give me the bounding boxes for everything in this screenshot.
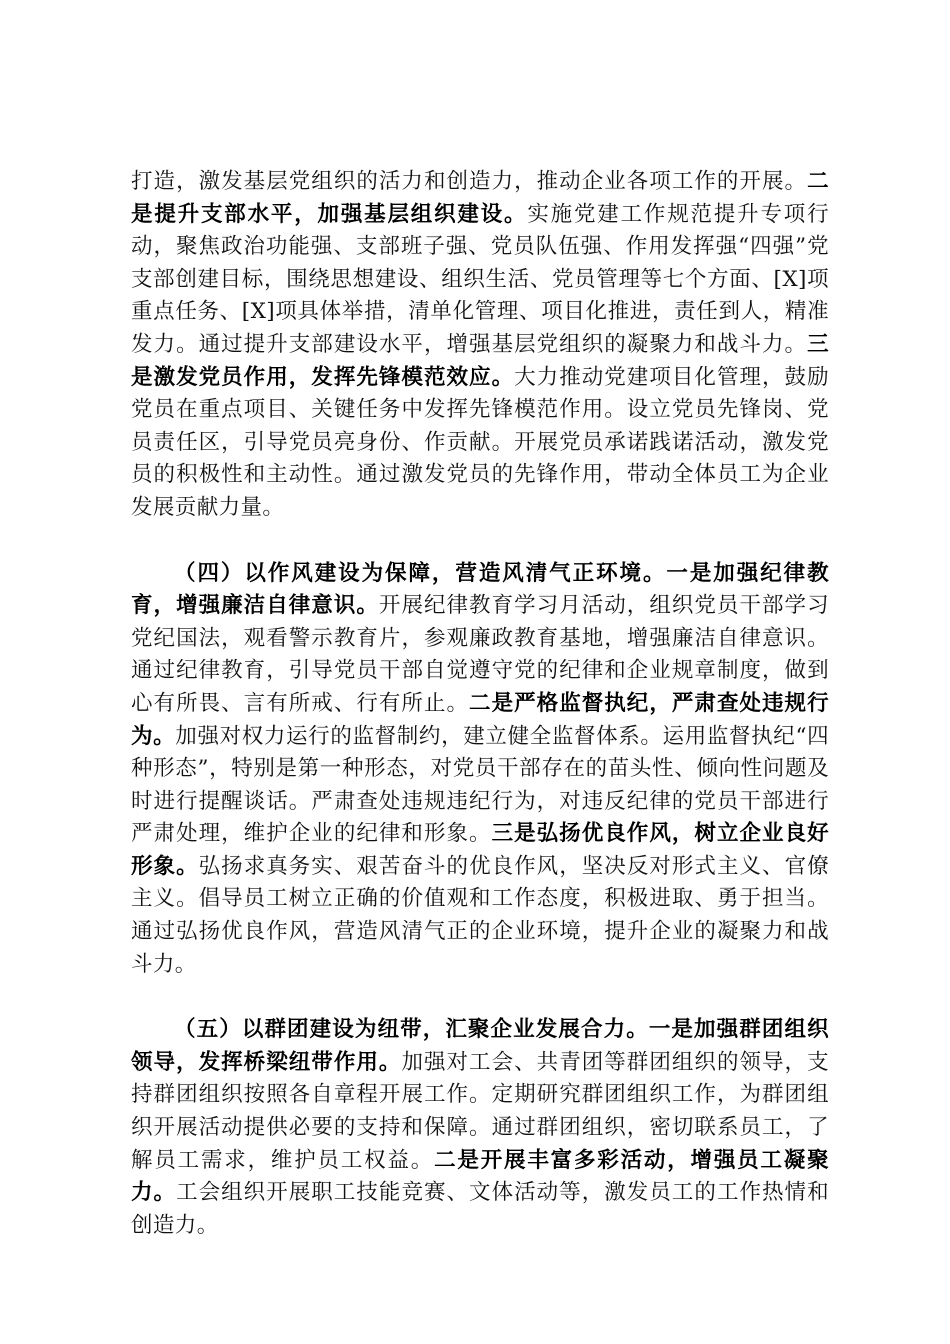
text-run: 工会组织开展职工技能竞赛、文体活动等，激发员工的工作热情和创造力。 xyxy=(131,1180,829,1238)
paragraph-section-four-work-style xyxy=(131,558,829,982)
text-run: 加强对权力运行的监督制约，建立健全监督体系。运用监督执纪“四种形态”，特别是第一种形态，对党员干部存在的苗头性、倾向性问题及时进行提醒谈话。严肃查处违规违纪行为，对违反纪律的党员干部进行严肃处理，维护企业的纪律和形象。 xyxy=(131,723,829,847)
bold-heading-run: 二是开展丰富多彩活动，增强员工凝聚力。 xyxy=(131,1147,829,1206)
paragraph-party-branch-building xyxy=(131,166,829,525)
document-page xyxy=(131,166,829,1242)
section-heading-run: （四）以作风建设为保障，营造风清气正环境。一是加强纪律教育，增强廉洁自律意识。 xyxy=(131,560,829,619)
text-run: 开展纪律教育学习月活动，组织党员干部学习党纪国法，观看警示教育片，参观廉政教育基地，增强廉洁自律意识。通过纪律教育，引导党员干部自觉遵守党的纪律和企业规章制度，做到心有所畏、言有所戒、行有所止。 xyxy=(131,593,829,716)
bold-heading-run: 二是严格监督执纪，严肃查处违规行为。 xyxy=(131,690,829,749)
bold-heading-run: 三是激发党员作用，发挥先锋模范效应。 xyxy=(131,331,829,390)
text-run: 大力推动党建项目化管理，鼓励党员在重点项目、关键任务中发挥先锋模范作用。设立党员先锋岗、党员责任区，引导党员亮身份、作贡献。开展党员承诺践诺活动，激发党员的积极性和主动性。通过激发党员的先锋作用，带动全体员工为企业发展贡献力量。 xyxy=(131,364,829,520)
text-run: 弘扬求真务实、艰苦奋斗的优良作风，坚决反对形式主义、官僚主义。倡导员工树立正确的价值观和工作态度，积极进取、勇于担当。通过弘扬优良作风，营造风清气正的企业环境，提升企业的凝聚力和战斗力。 xyxy=(131,853,830,977)
text-run: 实施党建工作规范提升专项行动，聚焦政治功能强、支部班子强、党员队伍强、作用发挥强“四强”党支部创建目标，围绕思想建设、组织生活、党员管理等七个方面、[X]项重点任务、[X]项具体举措，清单化管理、项目化推进，责任到人，精准发力。通过提升支部建设水平，增强基层党组织的凝聚力和战斗力。 xyxy=(131,201,829,357)
section-heading-run: （五）以群团建设为纽带，汇聚企业发展合力。一是加强群团组织领导，发挥桥梁纽带作用。 xyxy=(131,1017,829,1075)
paragraph-section-five-mass-organizations xyxy=(131,1014,829,1242)
bold-heading-run: 二是提升支部水平，加强基层组织建设。 xyxy=(131,169,829,227)
text-run: 打造，激发基层党组织的活力和创造力，推动企业各项工作的开展。 xyxy=(131,169,808,194)
text-run: 加强对工会、共青团等群团组织的领导，支持群团组织按照各自章程开展工作。定期研究群团组织工作，为群团组织开展活动提供必要的支持和保障。通过群团组织，密切联系员工，了解员工需求，维护员工权益。 xyxy=(131,1049,829,1173)
bold-heading-run: 三是弘扬优良作风，树立企业良好形象。 xyxy=(131,821,829,879)
